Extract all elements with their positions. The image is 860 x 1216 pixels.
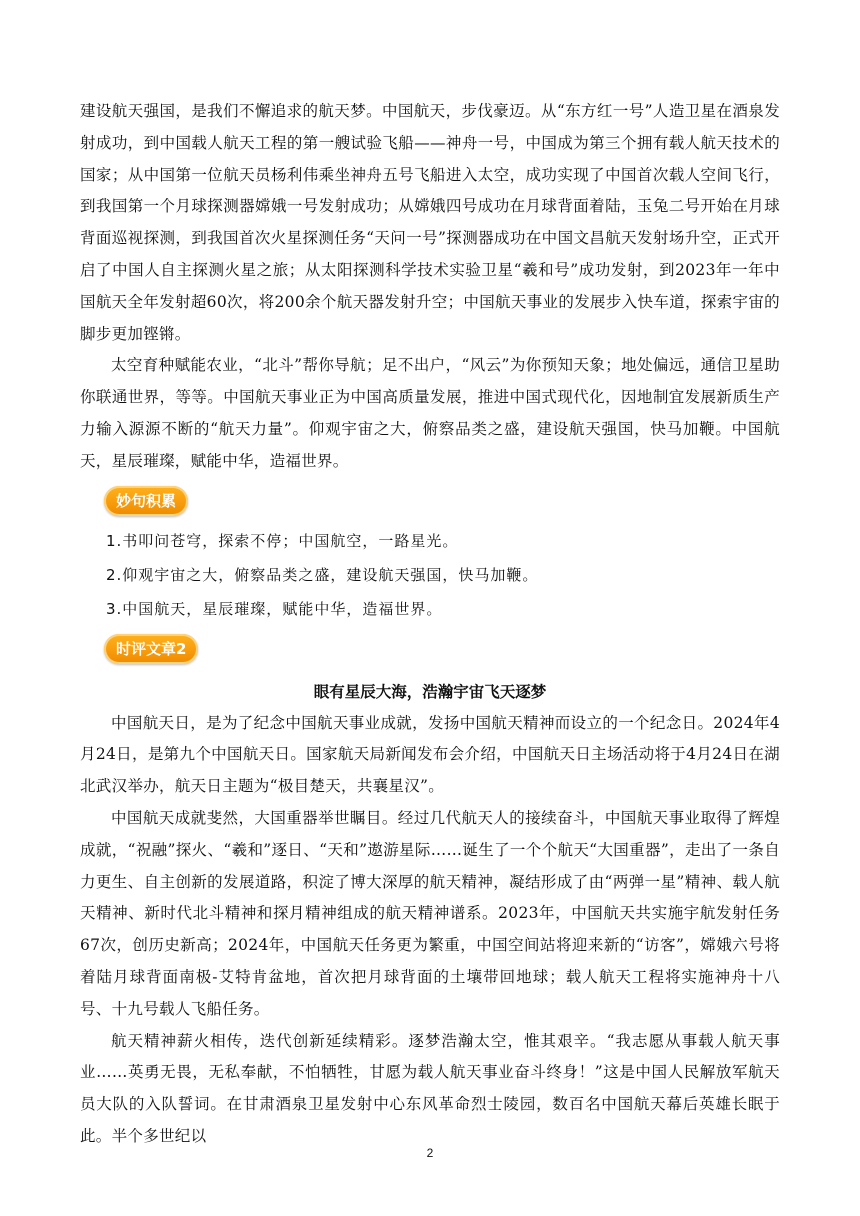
body-paragraph: 中国航天成就斐然，大国重器举世瞩目。经过几代航天人的接续奋斗，中国航天事业取得了辉煌成就，“祝融”探火、“羲和”逐日、“天和”遨游星际……诞生了一个个航天“大国重器”，走出了一条自力更生、自主创新的发展道路，积淀了博大深厚的航天精神，凝结形成了由“两弹一星”精神、载人航天精神、新时代北斗精神和探月精神组成的航天精神谱系。2023年，中国航天共实施宇航发射任务67次，创历史新高；2024年，中国航天任务更为繁重，中国空间站将迎来新的“访客”，嫦娥六号将着陆月球背面南极-艾特肯盆地，首次把月球背面的土壤带回地球；载人航天工程将实施神舟十八号、十九号载人飞船任务。 <box>80 808 780 1018</box>
page-number: 2 <box>426 1146 434 1160</box>
article-title: 眼有星辰大海，浩瀚宇宙飞天逐梦 <box>313 682 547 701</box>
body-paragraph: 太空育种赋能农业，“北斗”帮你导航；足不出户，“风云”为你预知天象；地处偏远，通信卫星助你联通世界，等等。中国航天事业正为中国高质量发展，推进中国式现代化，因地制宜发展新质生产力输入源源不断的“航天力量”。仰观宇宙之大，俯察品类之盛，建设航天强国，快马加鞭。中国航天，星辰璀璨，赋能中华，造福世界。 <box>80 356 780 470</box>
quote-item: 1.书叩问苍穹，探索不停；中国航空，一路星光。 <box>106 531 459 550</box>
body-paragraph: 建设航天强国，是我们不懈追求的航天梦。中国航天，步伐豪迈。从“东方红一号”人造卫星在酒泉发射成功，到中国载人航天工程的第一艘试验飞船——神舟一号，中国成为第三个拥有载人航天技术的国家；从中国第一位航天员杨利伟乘坐神舟五号飞船进入太空，成功实现了中国首次载人空间飞行，到我国第一个月球探测器嫦娥一号发射成功；从嫦娥四号成功在月球背面着陆，玉兔二号开始在月球背面巡视探测，到我国首次火星探测任务“天问一号”探测器成功在中国文昌航天发射场升空，正式开启了中国人自主探测火星之旅；从太阳探测科学技术实验卫星“羲和号”成功发射，到2023年一年中国航天全年发射超60次，将200余个航天器发射升空；中国航天事业的发展步入快车道，探索宇宙的脚步更加铿锵。 <box>80 102 780 343</box>
body-paragraph: 航天精神薪火相传，迭代创新延续精彩。逐梦浩瀚太空，惟其艰辛。“我志愿从事载人航天事业……英勇无畏，无私奉献，不怕牺牲，甘愿为载人航天事业奋斗终身！”这是中国人民解放军航天员大队的入队誓词。在甘肃酒泉卫星发射中心东风革命烈士陵园，数百名中国航天幕后英雄长眠于此。半个多世纪以 <box>80 1031 780 1145</box>
section-badge-quotes: 妙句积累 <box>104 486 188 516</box>
quote-item: 3.中国航天，星辰璀璨，赋能中华，造福世界。 <box>106 599 443 618</box>
document-page <box>80 96 780 1153</box>
section-badge-article: 时评文章2 <box>104 634 198 664</box>
body-paragraph: 中国航天日，是为了纪念中国航天事业成就，发扬中国航天精神而设立的一个纪念日。2024年4月24日，是第九个中国航天日。国家航天局新闻发布会介绍，中国航天日主场活动将于4月24日在湖北武汉举办，航天日主题为“极目楚天，共襄星汉”。 <box>80 713 780 796</box>
quote-item: 2.仰观宇宙之大，俯察品类之盛，建设航天强国，快马加鞭。 <box>106 565 539 584</box>
